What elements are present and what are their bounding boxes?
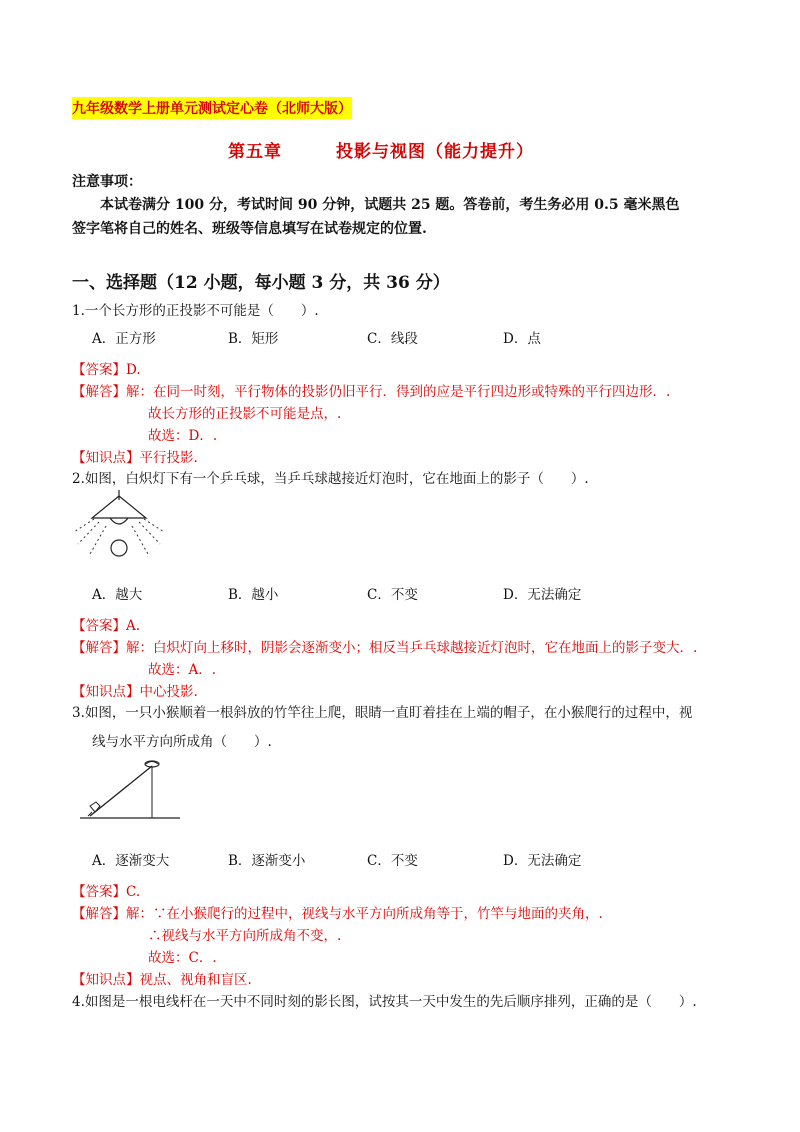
- question-3-option-c: C．不变: [367, 853, 418, 869]
- notice-line-2: 签字笔将自己的姓名、班级等信息填写在试卷规定的位置.: [72, 221, 427, 237]
- question-3-solution-1: [72, 902, 603, 922]
- question-2-option-c: C．不变: [367, 587, 418, 603]
- question-1-solution-2: 故长方形的正投影不可能是点，.: [148, 406, 342, 422]
- question-1-stem: 1.一个长方形的正投影不可能是（ ）.: [72, 303, 319, 319]
- notice-line-1: 本试卷满分 100 分，考试时间 90 分钟，试题共 25 题。答卷前，考生务必用 0.5 毫米黑色: [100, 197, 680, 213]
- question-3-answer: [72, 880, 140, 900]
- question-3-option-d: D．无法确定: [503, 853, 582, 869]
- question-2-option-a: A．越大: [92, 587, 143, 603]
- question-3-solution-2: ∴视线与水平方向所成角不变，.: [148, 928, 342, 944]
- answer-label: 【答案】: [72, 618, 126, 634]
- section-title: 一、选择题（12 小题，每小题 3 分，共 36 分）: [72, 273, 450, 293]
- question-3-stem-line-2: 线与水平方向所成角（ ）.: [92, 734, 272, 750]
- lamp-figure: [74, 488, 164, 560]
- knowledge-value: 平行投影.: [139, 450, 198, 466]
- solution-text: 解：在同一时刻，平行物体的投影仍旧平行．得到的应是平行四边形或特殊的平行四边形．.: [126, 384, 671, 400]
- question-1-option-c: C．线段: [367, 331, 418, 347]
- knowledge-value: 中心投影.: [139, 684, 198, 700]
- solution-label: 【解答】: [72, 640, 126, 656]
- chapter-title: 投影与视图（能力提升）: [336, 142, 534, 162]
- question-1-solution-1: [72, 380, 670, 400]
- exam-title: 九年级数学上册单元测试定心卷（北师大版）: [72, 97, 352, 119]
- question-3-knowledge: [72, 968, 252, 988]
- solution-text: 解：白炽灯向上移时，阴影会逐渐变小；相反当乒乓球越接近灯泡时，它在地面上的影子变大．.: [126, 640, 698, 656]
- knowledge-label: 【知识点】: [72, 450, 140, 466]
- question-3-solution-3: 故选：C．.: [148, 950, 217, 966]
- question-4-stem: 4.如图是一根电线杆在一天中不同时刻的影长图，试按其一天中发生的先后顺序排列，正确的是（ ）.: [72, 994, 697, 1010]
- question-1-option-b: B．矩形: [228, 331, 279, 347]
- knowledge-value: 视点、视角和盲区.: [139, 972, 252, 988]
- solution-text: 解：∵在小猴爬行的过程中，视线与水平方向所成角等于，竹竿与地面的夹角，.: [126, 906, 603, 922]
- question-2-option-b: B．越小: [228, 587, 279, 603]
- question-3-stem-line-1: 3.如图，一只小猴顺着一根斜放的竹竿往上爬，眼睛一直盯着挂在上端的帽子，在小猴爬行的过程中，视: [72, 705, 693, 721]
- chapter-name: 第五章: [228, 142, 282, 162]
- answer-value: D.: [126, 362, 141, 378]
- question-2-solution-1: [72, 636, 697, 656]
- question-1-answer: [72, 358, 141, 378]
- answer-label: 【答案】: [72, 884, 126, 900]
- monkey-figure: [80, 758, 180, 822]
- question-2-knowledge: [72, 680, 198, 700]
- question-2-solution-2: 故选：A．.: [148, 662, 217, 678]
- answer-value: C.: [126, 884, 141, 900]
- answer-value: A.: [126, 618, 141, 634]
- question-2-answer: [72, 614, 140, 634]
- question-2-option-d: D．无法确定: [503, 587, 582, 603]
- question-1-knowledge: [72, 446, 198, 466]
- solution-label: 【解答】: [72, 906, 126, 922]
- knowledge-label: 【知识点】: [72, 972, 140, 988]
- question-1-option-a: A．正方形: [92, 331, 156, 347]
- question-1-option-d: D．点: [503, 331, 541, 347]
- question-1-solution-3: 故选：D．.: [148, 428, 218, 444]
- knowledge-label: 【知识点】: [72, 684, 140, 700]
- question-2-stem: 2.如图，白炽灯下有一个乒乓球，当乒乓球越接近灯泡时，它在地面上的影子（ ）.: [72, 471, 589, 487]
- answer-label: 【答案】: [72, 362, 126, 378]
- solution-label: 【解答】: [72, 384, 126, 400]
- question-3-option-b: B．逐渐变小: [228, 853, 306, 869]
- question-3-option-a: A．逐渐变大: [92, 853, 170, 869]
- notice-heading: 注意事项：: [72, 174, 142, 190]
